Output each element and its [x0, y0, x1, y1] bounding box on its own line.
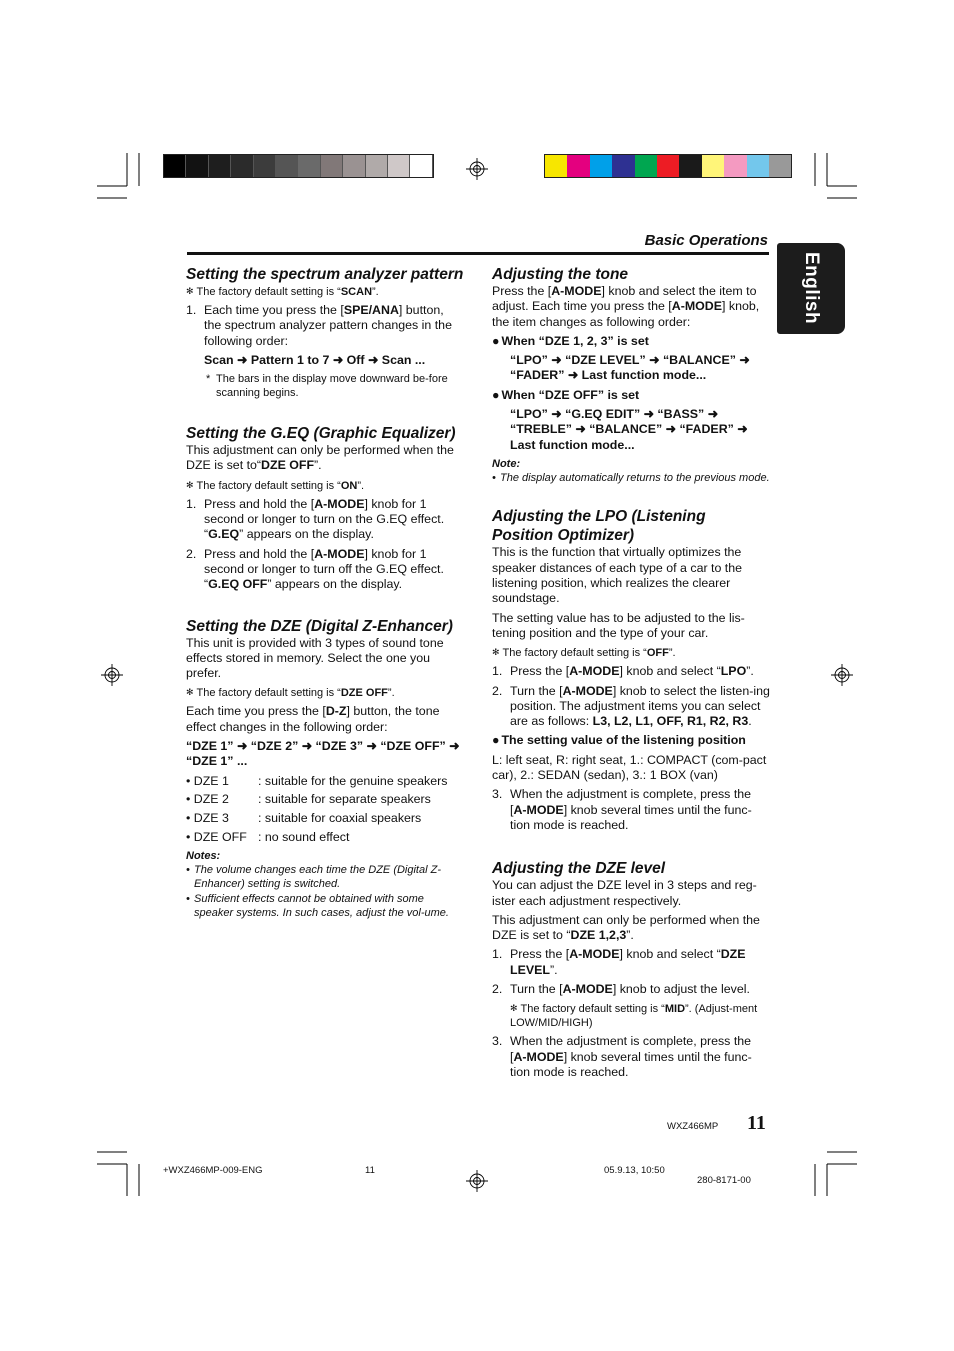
gray-swatch — [366, 155, 388, 177]
sequence: “DZE 1” ➜ “DZE 2” ➜ “DZE 3” ➜ “DZE OFF” ➜ “DZE 1” ... — [186, 739, 460, 769]
gray-swatch — [410, 155, 432, 177]
heading-tone: Adjusting the tone — [492, 266, 629, 283]
footer-code: 280-8171-00 — [697, 1175, 751, 1186]
paragraph: This unit is provided with 3 types of sound tone effects stored in memory. Select the one you prefer. — [186, 635, 444, 681]
gray-swatch — [231, 155, 253, 177]
registration-mark-icon — [101, 664, 123, 686]
paragraph: This is the function that virtually optimizes the speaker distances of each type of a car to the listening position, which realizes the clearer soundstage. — [492, 545, 743, 606]
bullet-heading: ● The setting value of the listening position — [492, 733, 746, 748]
heading-geq: Setting the G.EQ (Graphic Equalizer) — [186, 425, 456, 443]
paragraph: This adjustment can only be performed when the DZE is set to“DZE OFF”. — [186, 443, 454, 473]
color-swatch — [724, 155, 746, 177]
step-item: 2. Turn the [A-MODE] knob to adjust the level. — [492, 982, 750, 996]
footer-page: 11 — [365, 1165, 375, 1176]
sequence: Scan ➜ Pattern 1 to 7 ➜ Off ➜ Scan ... — [204, 352, 426, 367]
step-item: 1. Press the [A-MODE] knob and select “DZE LEVEL”. — [492, 947, 746, 977]
step-item: 2. Press and hold the [A-MODE] knob for 1 second or longer to turn off the G.EQ effect. “G.EQ OFF” appears on the display. — [186, 546, 444, 592]
step-item: 3. When the adjustment is complete, press the [A-MODE] knob several times until the func-tion mode is reached. — [492, 1034, 752, 1079]
dze-item: • DZE 3 : suitable for coaxial speakers — [186, 811, 422, 826]
language-tab — [777, 243, 845, 334]
model-number: WXZ466MP — [667, 1121, 719, 1132]
color-swatch — [635, 155, 657, 177]
paragraph: Each time you press the [D-Z] button, the tone effect changes in the following order: — [186, 704, 440, 734]
color-swatch — [747, 155, 769, 177]
color-swatch — [567, 155, 589, 177]
process-color-bar — [544, 154, 792, 178]
color-swatch — [657, 155, 679, 177]
heading-lpo: Adjusting the LPO (Listening Position Optimizer) — [492, 508, 706, 545]
dze-item: • DZE 1 : suitable for the genuine speakers — [186, 773, 448, 788]
bullet-heading: ● When “DZE OFF” is set — [492, 387, 640, 402]
note-heading: Note: — [492, 457, 521, 470]
footer-file: +WXZ466MP-009-ENG — [163, 1165, 263, 1176]
gray-swatch — [164, 155, 186, 177]
note-item: • The volume changes each time the DZE (Digital Z-Enhancer) setting is switched. — [186, 864, 441, 890]
paragraph: You can adjust the DZE level in 3 steps and reg-ister each adjustment respectively. — [492, 878, 757, 908]
section-title: Basic Operations — [644, 232, 768, 249]
gray-swatch — [186, 155, 208, 177]
default-note: ✻ The factory default setting is “ON”. — [186, 479, 365, 492]
color-swatch — [612, 155, 634, 177]
heading-dze-level: Adjusting the DZE level — [492, 860, 666, 878]
step-item: 1. Press the [A-MODE] knob and select “LPO”. — [492, 664, 754, 679]
color-swatch — [545, 155, 567, 177]
registration-mark-icon — [466, 158, 488, 180]
gray-swatch — [276, 155, 298, 177]
color-swatch — [702, 155, 724, 177]
gray-color-bar — [163, 154, 434, 178]
heading-dze: Setting the DZE (Digital Z-Enhancer) — [186, 617, 453, 635]
footer-date: 05.9.13, 10:50 — [604, 1165, 665, 1176]
dze-item: • DZE OFF : no sound effect — [186, 830, 350, 845]
note-item: • The display automatically returns to the previous mode. — [492, 471, 770, 484]
sequence: “LPO” ➜ “G.EQ EDIT” ➜ “BASS” ➜ “TREBLE” ➜ “BALANCE” ➜ “FADER” ➜ Last function mode... — [510, 407, 748, 452]
dze-item: • DZE 2 : suitable for separate speakers — [186, 792, 431, 807]
paragraph: This adjustment can only be performed when the DZE is set to “DZE 1,2,3”. — [492, 912, 760, 943]
star-note: * The bars in the display move downward be-fore scanning begins. — [206, 373, 448, 400]
default-note: ✻ The factory default setting is “MID”. (Adjust-ment LOW/MID/HIGH) — [510, 1003, 758, 1030]
paragraph: The setting value has to be adjusted to the lis-tening position and the type of your car. — [492, 610, 745, 640]
step-item: 1. Each time you press the [SPE/ANA] button, the spectrum analyzer pattern changes in the following order: — [186, 303, 452, 348]
step-item: 2. Turn the [A-MODE] knob to select the listen-ing position. The adjustment items you can select are as follows: L3, L2, L1, OFF, R1, R2, R3. — [492, 683, 770, 729]
step-item: 1. Press and hold the [A-MODE] knob for 1 second or longer to turn on the G.EQ effect. “G.EQ” appears on the display. — [186, 496, 445, 542]
note-item: • Sufficient effects cannot be obtained with some speaker systems. In such cases, adjust the vol-ume. — [186, 893, 449, 919]
notes-heading: Notes: — [186, 850, 221, 863]
color-swatch — [769, 155, 791, 177]
default-note: ✻ The factory default setting is “DZE OFF”. — [186, 687, 395, 700]
gray-swatch — [298, 155, 320, 177]
left-column — [186, 265, 464, 922]
color-swatch — [679, 155, 701, 177]
header-rule — [187, 252, 769, 255]
gray-swatch — [209, 155, 231, 177]
paragraph: L: left seat, R: right seat, 1.: COMPACT (com-pact car), 2.: SEDAN (sedan), 3.: 1 BOX (van) — [492, 752, 767, 783]
color-swatch — [590, 155, 612, 177]
gray-swatch — [388, 155, 410, 177]
registration-mark-icon — [831, 664, 853, 686]
right-column — [492, 265, 770, 1084]
paragraph: Press the [A-MODE] knob and select the item to adjust. Each time you press the [A-MODE] knob, the item changes as following order: — [492, 284, 760, 329]
default-note: ✻ The factory default setting is “OFF”. — [492, 647, 676, 660]
gray-swatch — [254, 155, 276, 177]
registration-mark-icon — [466, 1170, 488, 1192]
page-number: 11 — [747, 1112, 766, 1134]
step-item: 3. When the adjustment is complete, press the [A-MODE] knob several times until the func-tion mode is reached. — [492, 787, 752, 832]
bullet-heading: ● When “DZE 1, 2, 3” is set — [492, 333, 649, 348]
language-tab-label: English — [801, 251, 822, 325]
sequence: “LPO” ➜ “DZE LEVEL” ➜ “BALANCE” ➜ “FADER” ➜ Last function mode... — [510, 353, 750, 383]
gray-swatch — [321, 155, 343, 177]
default-note: ✻ The factory default setting is “SCAN”. — [186, 286, 379, 298]
heading-spectrum-analyzer: Setting the spectrum analyzer pattern — [186, 266, 464, 283]
gray-swatch — [343, 155, 365, 177]
